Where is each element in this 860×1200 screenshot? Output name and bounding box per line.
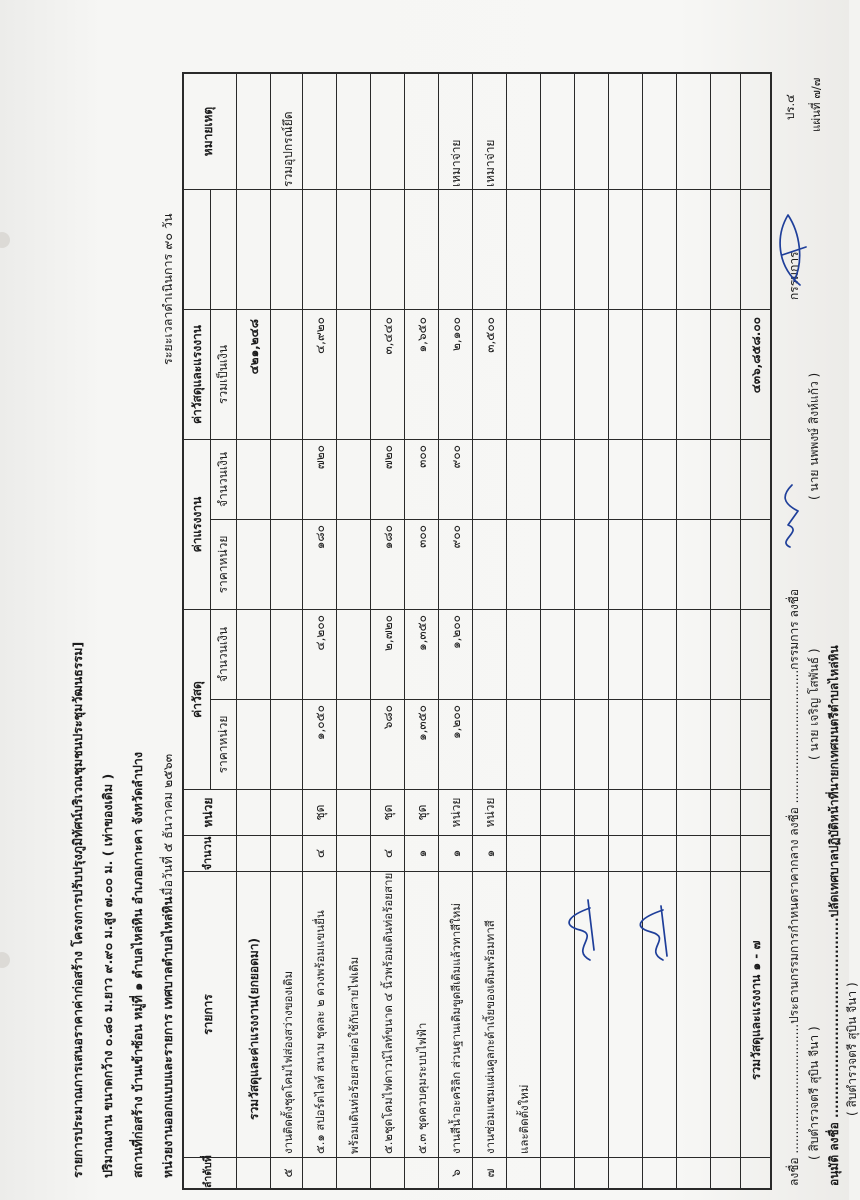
table-cell-tt: ๒,๑๐๐: [449, 317, 463, 351]
name-committee-2: ( นาย นพพงษ์ สิงห์แก้ว ): [807, 372, 821, 500]
header-total: ค่าวัสดุและแรงงาน: [190, 325, 204, 424]
header-material-amount: จำนวนเงิน: [216, 626, 230, 683]
table-cell-qty: ๑: [483, 849, 497, 858]
header-remark: หมายเหตุ: [201, 106, 215, 157]
table-cell-lp: ๑๘๐: [313, 525, 327, 550]
signature-line-committee: ลงชื่อ ..................................ประธานกรรมการกำหนดราคากลาง ลงชื่อ ...................................กรรมการ ลงชื่อ: [787, 588, 801, 1186]
table-cell-mp: ๑,๓๕๐: [415, 705, 429, 742]
table-cell-no: ๕: [281, 1168, 295, 1178]
header-total-sum: รวมเป็นเงิน: [216, 344, 230, 405]
table-cell-no: ๖: [449, 1169, 463, 1177]
header-material-unit-price: ราคาหน่วย: [216, 715, 230, 774]
name-committee-1: ( นาย เจริญ โสพันธ์ ): [807, 648, 821, 760]
table-cell-qty: ๔: [313, 848, 327, 859]
table-cell-unit: ชุด: [313, 804, 327, 821]
header-qty: จำนวน: [201, 836, 214, 871]
table-cell-rm: รวมอุปกรณ์ยึด: [281, 111, 295, 187]
table-cell-tt: ๓,๕๐๐: [483, 317, 497, 353]
signature-line-member: กรรมการ: [787, 251, 801, 300]
header-no: ลำดับที่: [202, 1155, 214, 1188]
handwritten-signature: [770, 475, 810, 555]
table-cell-lp: ๙๐๐: [449, 525, 463, 549]
grand-total-value: ๔๓๖,๘๕๘.๐๐: [749, 317, 763, 394]
table-cell-unit: ชุด: [415, 804, 429, 821]
name-chairman: ( สิบตำรวจตรี สุบิน จีนา ): [807, 1026, 821, 1160]
form-code: ปร.๔: [783, 94, 797, 120]
quantity-line: ปริมาณงาน ขนาดกว้าง ๐.๘๐ ม.ยาว ๙.๙๐ ม.สูง ๗.๐๐ ม. ( เท่าของเดิม ): [100, 773, 115, 1178]
table-cell-la: ๗๒๐: [313, 445, 327, 470]
approval-line: อนุมัติ ลงชื่อ ............................................ปลัดเทศบาลปฏิบัติหน้าที่นายกเทศมนตรีตำบลไหล่หิน: [827, 645, 841, 1186]
table-cell-tt: ๓,๔๔๐: [381, 317, 395, 355]
table-cell-mp: ๑,๐๕๐: [313, 705, 327, 741]
header-labor-amount: จำนวนเงิน: [216, 451, 230, 508]
table-cell-unit: ชุด: [381, 804, 395, 821]
table-cell-ma: ๑,๓๕๐: [415, 615, 429, 652]
table-cell-item: ๕.๓ ชุดควบคุมระบบไฟฟ้า: [415, 1022, 429, 1154]
table-cell-lp: ๑๘๐: [381, 525, 395, 550]
grand-total-label: รวมวัสดุและแรงงาน ๑ - ๗: [749, 940, 763, 1080]
handwritten-signature: [635, 898, 680, 968]
table-cell-item: และติดตั้งใหม่: [517, 1084, 531, 1154]
table-cell-unit: หน่วย: [449, 797, 463, 828]
table-cell-item: งานติดตั้งชุดโคมไฟส่องสว่างของเดิม: [281, 970, 295, 1154]
table-cell-la: ๙๐๐: [449, 445, 463, 469]
table-cell-unit: หน่วย: [483, 797, 497, 828]
table-cell-no: ๗: [483, 1168, 497, 1178]
table-cell-item: ๕.๒ชุดโคมไฟดาวน์ไลท์ขนาด ๔ นิ้วพร้อมเดินท่อร้อยสาย: [381, 872, 395, 1154]
agency-line: หน่วยงานออกแบบและรายการ เทศบาลตำบลไหล่หิน: [160, 896, 175, 1178]
table-cell-qty: ๑: [449, 849, 463, 858]
header-unit: หน่วย: [201, 797, 215, 828]
table-cell-la: ๗๒๐: [381, 445, 395, 470]
date-line: เมื่อวันที่ ๕ ธันวาคม ๒๕๖๓: [160, 753, 175, 900]
table-cell-tt: ๔,๙๒๐: [313, 317, 327, 354]
table-cell-rm: เหมาจ่าย: [483, 139, 497, 187]
handwritten-signature: [560, 890, 610, 970]
header-material: ค่าวัสดุ: [190, 681, 204, 718]
carried-forward-total: ๔๒๑,๒๔๘: [247, 319, 261, 375]
table-cell-mp: ๑,๒๐๐: [449, 705, 463, 739]
duration-line: ระยะเวลาดำเนินการ ๙๐ วัน: [160, 213, 175, 365]
sheet-number: แผ่นที่ ๗/๗: [809, 77, 823, 132]
name-approver: ( สิบตำรวจตรี สุบิน จีนา ): [845, 982, 859, 1116]
table-cell-item: งานซ่อมแซมแผ่นคูลกะด้าเงิ้ยของเดิมพร้อมทาสี: [483, 920, 497, 1154]
carried-forward-label: รวมวัสดุและค่าแรงงาน(ยกยอดมา): [247, 937, 261, 1120]
table-cell-item: พร้อมเดินท่อร้อยสายต่อใช้กับสายไฟเดิม: [347, 956, 361, 1154]
header-labor-unit-price: ราคาหน่วย: [216, 535, 230, 594]
table-cell-item: ๕.๑ สปอร์ตไลท์ สนาม ชุดละ ๒ ดวงพร้อมแขนยื่น: [313, 910, 327, 1154]
table-cell-lp: ๓๐๐: [415, 525, 429, 548]
table-cell-la: ๓๐๐: [415, 445, 429, 468]
table-cell-ma: ๔,๒๐๐: [313, 615, 327, 651]
table-cell-qty: ๑: [415, 849, 429, 858]
handwritten-signature: [770, 205, 815, 295]
table-cell-rm: เหมาจ่าย: [449, 139, 463, 187]
header-item: รายการ: [201, 994, 215, 1035]
table-cell-item: งานสีน้ำอะคริลิก ส่วนฐานเดิมขูดสีเดิมแล้วทาสีใหม่: [449, 903, 463, 1154]
table-cell-mp: ๖๘๐: [381, 705, 395, 730]
table-cell-ma: ๒,๗๒๐: [381, 615, 395, 651]
location-line: สถานที่ก่อสร้าง บ้านเข้าซ้อน หมู่ที่ ๑ ตำบลไหล่หิน อำเภอเกาะคา จังหวัดลำปาง: [130, 752, 145, 1178]
table-cell-tt: ๑,๖๕๐: [415, 317, 429, 353]
document-title: รายการประมาณการเสนอราคาค่าก่อสร้าง โครงการปรับปรุงภูมิทัศน์บริเวณชุมชนประชุมวัฒนธรรม]: [70, 641, 85, 1178]
header-labor: ค่าแรงงาน: [190, 496, 204, 553]
table-cell-qty: ๔: [381, 848, 395, 859]
table-cell-ma: ๑,๒๐๐: [449, 615, 463, 649]
